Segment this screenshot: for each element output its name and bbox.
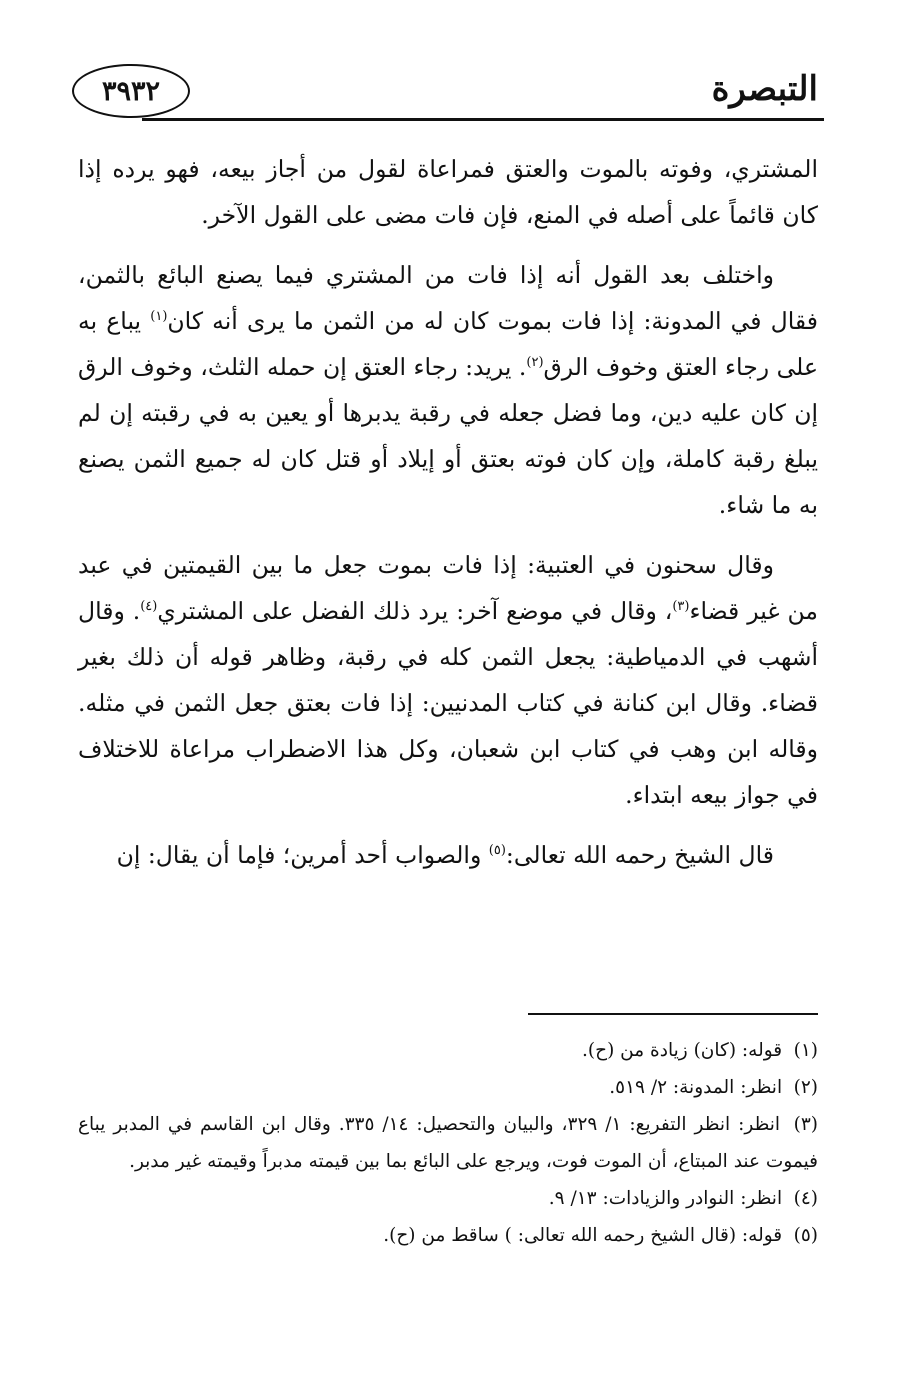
paragraph-1: [78, 146, 818, 238]
footnote-text: انظر: انظر التفريع: ١/ ٣٢٩، والبيان والتحصيل: ١٤/ ٣٣٥. وقال ابن القاسم في المدبر يباع فيموت عند المبتاع، أن الموت فوت، ويرجع على البائع بما بين قيمته مدبراً وقيمته غير مدبر.: [78, 1114, 818, 1172]
main-text: [78, 146, 818, 878]
footnote-1: [78, 1032, 818, 1069]
paragraph-1-text: المشتري، وفوته بالموت والعتق فمراعاة لقول من أجاز بيعه، فهو يرده إذا كان قائماً على أصله في المنع، فإن فات مضى على القول الآخر.: [78, 155, 818, 229]
footnote-ref-4: (٤): [140, 599, 158, 615]
paragraph-3-text-b: ، وقال في موضع آخر: يرد ذلك الفضل على المشتري: [157, 597, 673, 625]
paragraph-4: [78, 832, 818, 878]
footnote-ref-1: (١): [150, 309, 168, 325]
paragraph-2-text-b: يباع به على رجاء العتق وخوف الرق: [78, 307, 818, 381]
paragraph-3: [78, 542, 818, 818]
footnote-3: [78, 1106, 818, 1180]
paragraph-2-text-c: . يريد: رجاء العتق إن حمله الثلث، وخوف الرق إن كان عليه دين، وما فضل جعله في رقبة يدبرها أو يعين به في رقبته إن لم يبلغ رقبة كاملة، وإن كان فوته بعتق أو إيلاد أو قتل كان له جميع الثمن يصنع به ما شاء.: [78, 353, 818, 519]
paragraph-gap: [78, 528, 818, 542]
footnote-2: [78, 1069, 818, 1106]
page-number: ٣٩٣٢: [72, 64, 190, 118]
paragraph-3-text-a: وقال سحنون في العتبية: إذا فات بموت جعل ما بين القيمتين في عبد من غير قضاء: [78, 551, 818, 625]
footnote-ref-5: (٥): [488, 843, 506, 859]
footnote-text: انظر: المدونة: ٢/ ٥١٩.: [609, 1077, 783, 1098]
paragraph-2: [78, 252, 818, 528]
paragraph-4-text-a: قال الشيخ رحمه الله تعالى:: [505, 841, 774, 869]
paragraph-gap: [78, 818, 818, 832]
footnotes: [78, 1032, 818, 1254]
footnote-number: (٢): [793, 1077, 818, 1098]
paragraph-4-text-b: والصواب أحد أمرين؛ فإما أن يقال: إن: [116, 841, 489, 869]
paragraph-3-text-c: . وقال أشهب في الدمياطية: يجعل الثمن كله في رقبة، وظاهر قوله أن ذلك بغير قضاء. وقال ابن كنانة في كتاب المدنيين: إذا فات بعتق جعل الثمن في مثله. وقاله ابن وهب في كتاب ابن شعبان، وكل هذا الاضطراب مراعاة للاختلاف في جواز بيعه ابتداء.: [78, 597, 818, 809]
header-rule: [142, 118, 824, 121]
paragraph-gap: [78, 238, 818, 252]
paragraph-2-text-a: واختلف بعد القول أنه إذا فات من المشتري فيما يصنع البائع بالثمن، فقال في المدونة: إذا فات بموت كان له من الثمن ما يرى أنه كان: [78, 261, 818, 335]
footnote-text: قوله: (قال الشيخ رحمه الله تعالى: ) ساقط من (ح).: [383, 1225, 783, 1246]
footnote-ref-2: (٢): [526, 355, 544, 371]
footnote-number: (٥): [793, 1225, 818, 1246]
footnote-separator: [528, 1013, 818, 1015]
footnote-ref-3: (٣): [672, 599, 690, 615]
book-title: التبصرة: [711, 69, 818, 109]
footnote-number: (١): [793, 1040, 818, 1061]
footnote-4: [78, 1180, 818, 1217]
footnote-5: [78, 1217, 818, 1254]
footnote-text: انظر: النوادر والزيادات: ١٣/ ٩.: [548, 1188, 783, 1209]
page-header: [72, 60, 824, 126]
footnote-number: (٤): [793, 1188, 818, 1209]
footnote-text: قوله: (كان) زيادة من (ح).: [582, 1040, 783, 1061]
footnote-number: (٣): [793, 1114, 818, 1135]
